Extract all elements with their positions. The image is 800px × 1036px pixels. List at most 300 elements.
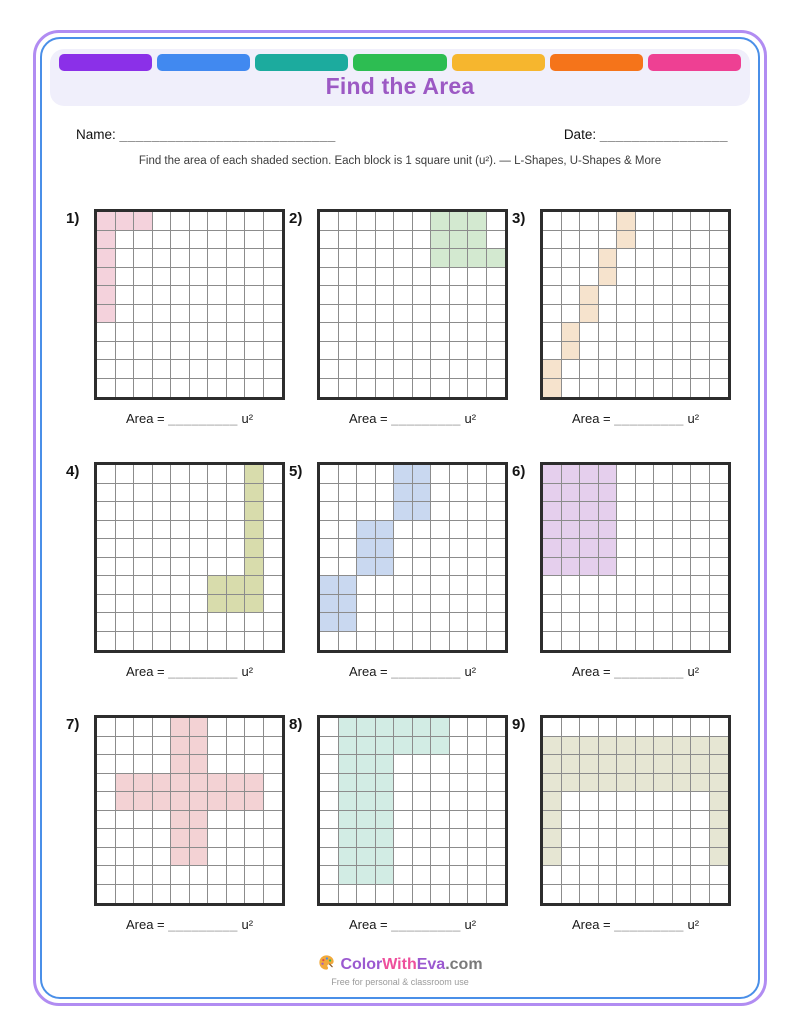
grid-cell bbox=[636, 465, 655, 484]
grid-cell bbox=[134, 737, 153, 756]
grid-cell bbox=[673, 342, 692, 361]
grid-cell bbox=[710, 632, 729, 651]
grid-cell bbox=[580, 595, 599, 614]
grid-cell bbox=[97, 829, 116, 848]
shaded-grid-cell bbox=[190, 792, 209, 811]
puzzle-number: 5) bbox=[289, 463, 303, 480]
grid-cell bbox=[376, 323, 395, 342]
grid-cell bbox=[580, 811, 599, 830]
grid-cell bbox=[245, 379, 264, 398]
shaded-grid-cell bbox=[543, 811, 562, 830]
grid-cell bbox=[487, 829, 506, 848]
grid-cell bbox=[543, 342, 562, 361]
puzzle-number: 8) bbox=[289, 716, 303, 733]
grid-cell bbox=[264, 465, 283, 484]
puzzle-9 bbox=[512, 715, 731, 932]
grid-cell bbox=[339, 484, 358, 503]
grid-cell bbox=[134, 811, 153, 830]
area-unit: u² bbox=[241, 917, 254, 932]
grid-cell bbox=[617, 342, 636, 361]
grid-cell bbox=[171, 558, 190, 577]
grid-cell bbox=[673, 718, 692, 737]
grid-cell bbox=[617, 465, 636, 484]
grid-cell bbox=[599, 848, 618, 867]
area-unit: u² bbox=[241, 411, 254, 426]
grid-cell bbox=[134, 848, 153, 867]
grid-cell bbox=[487, 342, 506, 361]
shaded-grid-cell bbox=[580, 558, 599, 577]
grid-cell bbox=[227, 342, 246, 361]
shaded-grid-cell bbox=[617, 212, 636, 231]
grid-cell bbox=[171, 212, 190, 231]
grid-cell bbox=[116, 539, 135, 558]
grid-cell bbox=[617, 305, 636, 324]
shaded-grid-cell bbox=[580, 502, 599, 521]
grid-cell bbox=[320, 792, 339, 811]
grid-cell bbox=[339, 885, 358, 904]
grid-cell bbox=[339, 379, 358, 398]
grid-cell bbox=[171, 576, 190, 595]
grid-cell bbox=[487, 502, 506, 521]
shaded-grid-cell bbox=[468, 231, 487, 250]
shaded-grid-cell bbox=[543, 360, 562, 379]
grid-cell bbox=[208, 305, 227, 324]
grid-cell bbox=[394, 576, 413, 595]
grid-cell bbox=[673, 286, 692, 305]
grid-cell bbox=[116, 718, 135, 737]
grid-cell bbox=[245, 305, 264, 324]
grid-cell bbox=[580, 212, 599, 231]
shaded-grid-cell bbox=[413, 737, 432, 756]
grid-cell bbox=[450, 718, 469, 737]
grid-cell bbox=[468, 484, 487, 503]
area-answer-line bbox=[540, 411, 731, 426]
grid-cell bbox=[636, 811, 655, 830]
shaded-grid-cell bbox=[376, 848, 395, 867]
grid-cell bbox=[450, 502, 469, 521]
grid-cell bbox=[153, 755, 172, 774]
grid-cell bbox=[116, 502, 135, 521]
grid-cell bbox=[562, 286, 581, 305]
grid-cell bbox=[394, 305, 413, 324]
grid-cell bbox=[673, 885, 692, 904]
puzzle-grid bbox=[317, 715, 508, 906]
grid-cell bbox=[264, 829, 283, 848]
grid-cell bbox=[468, 613, 487, 632]
shaded-grid-cell bbox=[208, 774, 227, 793]
grid-cell bbox=[376, 286, 395, 305]
grid-cell bbox=[320, 286, 339, 305]
grid-cell bbox=[673, 539, 692, 558]
area-answer-line bbox=[94, 917, 285, 932]
grid-cell bbox=[562, 885, 581, 904]
grid-cell bbox=[450, 848, 469, 867]
grid-cell bbox=[208, 718, 227, 737]
grid-cell bbox=[468, 521, 487, 540]
shaded-grid-cell bbox=[543, 484, 562, 503]
shaded-grid-cell bbox=[543, 465, 562, 484]
grid-cell bbox=[636, 792, 655, 811]
grid-cell bbox=[617, 379, 636, 398]
grid-cell bbox=[208, 465, 227, 484]
grid-cell bbox=[710, 866, 729, 885]
grid-cell bbox=[97, 737, 116, 756]
grid-cell bbox=[339, 360, 358, 379]
grid-cell bbox=[153, 866, 172, 885]
grid-cell bbox=[97, 379, 116, 398]
grid-cell bbox=[320, 866, 339, 885]
grid-cell bbox=[413, 632, 432, 651]
brand-part-with: With bbox=[382, 955, 417, 973]
grid-cell bbox=[691, 286, 710, 305]
shaded-grid-cell bbox=[153, 774, 172, 793]
grid-cell bbox=[97, 465, 116, 484]
grid-cell bbox=[636, 848, 655, 867]
grid-cell bbox=[617, 613, 636, 632]
grid-cell bbox=[617, 521, 636, 540]
grid-cell bbox=[171, 502, 190, 521]
grid-cell bbox=[468, 268, 487, 287]
grid-cell bbox=[171, 885, 190, 904]
grid-cell bbox=[691, 792, 710, 811]
grid-cell bbox=[654, 848, 673, 867]
grid-cell bbox=[394, 848, 413, 867]
grid-cell bbox=[487, 379, 506, 398]
grid-cell bbox=[171, 286, 190, 305]
shaded-grid-cell bbox=[376, 737, 395, 756]
grid-cell bbox=[264, 866, 283, 885]
shaded-grid-cell bbox=[245, 539, 264, 558]
grid-cell bbox=[617, 829, 636, 848]
shaded-grid-cell bbox=[599, 774, 618, 793]
shaded-grid-cell bbox=[245, 484, 264, 503]
grid-cell bbox=[357, 576, 376, 595]
grid-cell bbox=[691, 323, 710, 342]
grid-cell bbox=[116, 484, 135, 503]
area-prefix: Area = bbox=[125, 917, 165, 932]
shaded-grid-cell bbox=[357, 792, 376, 811]
palette-icon bbox=[317, 959, 336, 976]
grid-cell bbox=[357, 286, 376, 305]
puzzle-grid bbox=[94, 209, 285, 400]
area-unit: u² bbox=[464, 917, 477, 932]
shaded-grid-cell bbox=[543, 558, 562, 577]
grid-cell bbox=[376, 342, 395, 361]
puzzle-5 bbox=[289, 462, 508, 679]
grid-cell bbox=[562, 866, 581, 885]
shaded-grid-cell bbox=[431, 718, 450, 737]
grid-cell bbox=[320, 539, 339, 558]
grid-cell bbox=[673, 305, 692, 324]
grid-cell bbox=[339, 249, 358, 268]
shaded-grid-cell bbox=[171, 774, 190, 793]
shaded-grid-cell bbox=[562, 484, 581, 503]
shaded-grid-cell bbox=[376, 792, 395, 811]
grid-cell bbox=[116, 811, 135, 830]
grid-cell bbox=[487, 212, 506, 231]
page-title: Find the Area bbox=[325, 73, 475, 99]
shaded-grid-cell bbox=[636, 755, 655, 774]
grid-cell bbox=[413, 792, 432, 811]
grid-cell bbox=[394, 829, 413, 848]
shaded-grid-cell bbox=[562, 774, 581, 793]
grid-cell bbox=[357, 484, 376, 503]
grid-cell bbox=[468, 558, 487, 577]
grid-cell bbox=[97, 848, 116, 867]
shaded-grid-cell bbox=[562, 737, 581, 756]
grid-cell bbox=[264, 539, 283, 558]
grid-cell bbox=[227, 465, 246, 484]
shaded-grid-cell bbox=[562, 521, 581, 540]
brand-part-color: Color bbox=[340, 955, 383, 973]
grid-cell bbox=[320, 558, 339, 577]
grid-cell bbox=[431, 811, 450, 830]
grid-cell bbox=[450, 360, 469, 379]
shaded-grid-cell bbox=[245, 521, 264, 540]
shaded-grid-cell bbox=[599, 737, 618, 756]
grid-cell bbox=[487, 558, 506, 577]
grid-cell bbox=[431, 268, 450, 287]
grid-cell bbox=[636, 595, 655, 614]
grid-cell bbox=[208, 502, 227, 521]
grid-cell bbox=[134, 595, 153, 614]
shaded-grid-cell bbox=[710, 755, 729, 774]
grid-cell bbox=[227, 323, 246, 342]
grid-cell bbox=[264, 774, 283, 793]
shaded-grid-cell bbox=[543, 539, 562, 558]
shaded-grid-cell bbox=[431, 212, 450, 231]
grid-cell bbox=[468, 323, 487, 342]
shaded-grid-cell bbox=[431, 231, 450, 250]
shaded-grid-cell bbox=[636, 774, 655, 793]
grid-cell bbox=[691, 465, 710, 484]
grid-cell bbox=[245, 632, 264, 651]
grid-cell bbox=[673, 811, 692, 830]
grid-cell bbox=[153, 360, 172, 379]
area-unit: u² bbox=[241, 664, 254, 679]
puzzle-number: 9) bbox=[512, 716, 526, 733]
grid-cell bbox=[654, 613, 673, 632]
shaded-grid-cell bbox=[394, 718, 413, 737]
grid-cell bbox=[116, 231, 135, 250]
grid-cell bbox=[691, 848, 710, 867]
shaded-grid-cell bbox=[339, 718, 358, 737]
grid-cell bbox=[190, 632, 209, 651]
shaded-grid-cell bbox=[617, 737, 636, 756]
grid-cell bbox=[208, 737, 227, 756]
grid-cell bbox=[320, 885, 339, 904]
area-prefix: Area = bbox=[571, 411, 611, 426]
area-answer-line bbox=[317, 917, 508, 932]
grid-cell bbox=[339, 212, 358, 231]
area-prefix: Area = bbox=[571, 664, 611, 679]
shaded-grid-cell bbox=[339, 613, 358, 632]
grid-cell bbox=[357, 613, 376, 632]
grid-cell bbox=[116, 360, 135, 379]
shaded-grid-cell bbox=[617, 231, 636, 250]
puzzle-number: 2) bbox=[289, 210, 303, 227]
grid-cell bbox=[134, 866, 153, 885]
grid-cell bbox=[468, 305, 487, 324]
grid-cell bbox=[97, 774, 116, 793]
grid-cell bbox=[673, 484, 692, 503]
grid-cell bbox=[468, 755, 487, 774]
grid-cell bbox=[116, 848, 135, 867]
grid-cell bbox=[710, 484, 729, 503]
rainbow-segment bbox=[648, 54, 741, 71]
shaded-grid-cell bbox=[562, 323, 581, 342]
grid-cell bbox=[431, 558, 450, 577]
grid-cell bbox=[134, 755, 153, 774]
grid-cell bbox=[636, 305, 655, 324]
grid-cell bbox=[116, 829, 135, 848]
grid-cell bbox=[543, 613, 562, 632]
grid-cell bbox=[357, 249, 376, 268]
grid-cell bbox=[673, 829, 692, 848]
grid-cell bbox=[654, 595, 673, 614]
grid-cell bbox=[227, 231, 246, 250]
grid-cell bbox=[376, 360, 395, 379]
shaded-grid-cell bbox=[543, 737, 562, 756]
grid-cell bbox=[320, 521, 339, 540]
grid-cell bbox=[264, 249, 283, 268]
shaded-grid-cell bbox=[599, 539, 618, 558]
footer bbox=[42, 953, 758, 988]
grid-cell bbox=[171, 866, 190, 885]
grid-cell bbox=[431, 829, 450, 848]
grid-cell bbox=[376, 379, 395, 398]
shaded-grid-cell bbox=[227, 576, 246, 595]
shaded-grid-cell bbox=[599, 268, 618, 287]
grid-cell bbox=[673, 360, 692, 379]
shaded-grid-cell bbox=[394, 465, 413, 484]
grid-cell bbox=[134, 249, 153, 268]
grid-cell bbox=[116, 286, 135, 305]
shaded-grid-cell bbox=[97, 212, 116, 231]
grid-cell bbox=[431, 885, 450, 904]
grid-cell bbox=[264, 718, 283, 737]
shaded-grid-cell bbox=[450, 212, 469, 231]
grid-cell bbox=[171, 521, 190, 540]
grid-cell bbox=[245, 848, 264, 867]
grid-cell bbox=[97, 811, 116, 830]
grid-cell bbox=[208, 866, 227, 885]
grid-cell bbox=[450, 755, 469, 774]
grid-cell bbox=[450, 595, 469, 614]
shaded-grid-cell bbox=[543, 774, 562, 793]
grid-cell bbox=[153, 539, 172, 558]
grid-cell bbox=[599, 866, 618, 885]
grid-cell bbox=[227, 268, 246, 287]
grid-cell bbox=[450, 484, 469, 503]
grid-cell bbox=[710, 613, 729, 632]
grid-cell bbox=[636, 323, 655, 342]
grid-cell bbox=[394, 231, 413, 250]
shaded-grid-cell bbox=[208, 595, 227, 614]
grid-cell bbox=[543, 632, 562, 651]
shaded-grid-cell bbox=[339, 576, 358, 595]
grid-cell bbox=[562, 632, 581, 651]
grid-cell bbox=[710, 360, 729, 379]
grid-cell bbox=[134, 231, 153, 250]
shaded-grid-cell bbox=[245, 502, 264, 521]
grid-cell bbox=[190, 360, 209, 379]
grid-cell bbox=[339, 305, 358, 324]
grid-cell bbox=[227, 484, 246, 503]
grid-cell bbox=[190, 558, 209, 577]
grid-cell bbox=[134, 576, 153, 595]
shaded-grid-cell bbox=[376, 521, 395, 540]
area-answer-line bbox=[94, 411, 285, 426]
grid-cell bbox=[245, 885, 264, 904]
grid-cell bbox=[190, 595, 209, 614]
shaded-grid-cell bbox=[190, 718, 209, 737]
grid-cell bbox=[673, 323, 692, 342]
grid-cell bbox=[431, 323, 450, 342]
grid-cell bbox=[580, 829, 599, 848]
grid-cell bbox=[376, 212, 395, 231]
grid-cell bbox=[673, 212, 692, 231]
grid-cell bbox=[450, 305, 469, 324]
grid-cell bbox=[599, 212, 618, 231]
grid-cell bbox=[413, 576, 432, 595]
grid-cell bbox=[468, 595, 487, 614]
shaded-grid-cell bbox=[227, 774, 246, 793]
grid-cell bbox=[450, 792, 469, 811]
grid-cell bbox=[97, 360, 116, 379]
area-blank: _________ bbox=[168, 411, 238, 426]
grid-cell bbox=[394, 539, 413, 558]
grid-cell bbox=[580, 268, 599, 287]
grid-cell bbox=[153, 576, 172, 595]
grid-cell bbox=[413, 558, 432, 577]
grid-cell bbox=[450, 465, 469, 484]
grid-cell bbox=[580, 792, 599, 811]
grid-cell bbox=[208, 323, 227, 342]
puzzle-grid bbox=[94, 462, 285, 653]
grid-cell bbox=[691, 268, 710, 287]
grid-cell bbox=[487, 465, 506, 484]
shaded-grid-cell bbox=[468, 249, 487, 268]
shaded-grid-cell bbox=[580, 521, 599, 540]
brand-name bbox=[340, 956, 482, 973]
grid-cell bbox=[487, 774, 506, 793]
grid-cell bbox=[431, 632, 450, 651]
grid-cell bbox=[320, 323, 339, 342]
grid-cell bbox=[413, 212, 432, 231]
grid-cell bbox=[617, 811, 636, 830]
grid-cell bbox=[487, 595, 506, 614]
grid-cell bbox=[673, 613, 692, 632]
grid-cell bbox=[245, 360, 264, 379]
grid-cell bbox=[431, 755, 450, 774]
shaded-grid-cell bbox=[654, 774, 673, 793]
grid-cell bbox=[450, 829, 469, 848]
grid-cell bbox=[245, 755, 264, 774]
grid-cell bbox=[617, 323, 636, 342]
area-blank: _________ bbox=[168, 664, 238, 679]
grid-cell bbox=[320, 249, 339, 268]
shaded-grid-cell bbox=[617, 755, 636, 774]
grid-cell bbox=[636, 286, 655, 305]
grid-cell bbox=[691, 576, 710, 595]
grid-cell bbox=[468, 465, 487, 484]
name-blank-line: ___________________________ bbox=[119, 127, 336, 142]
footer-tagline: Free for personal & classroom use bbox=[331, 977, 469, 988]
shaded-grid-cell bbox=[227, 792, 246, 811]
grid-cell bbox=[413, 360, 432, 379]
shaded-grid-cell bbox=[562, 342, 581, 361]
